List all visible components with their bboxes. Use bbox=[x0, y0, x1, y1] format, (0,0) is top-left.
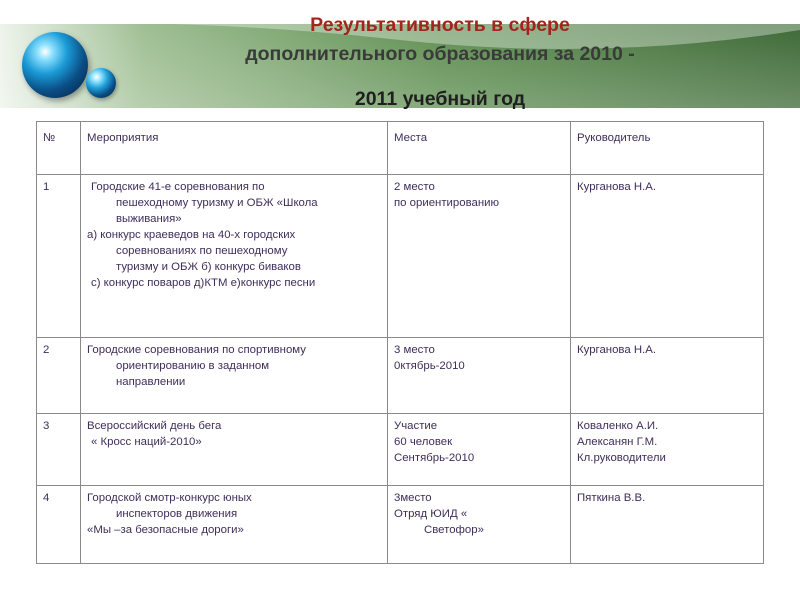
place-cell bbox=[388, 414, 571, 486]
place-line: по ориентированию bbox=[394, 197, 500, 209]
row-number: 3 bbox=[37, 414, 81, 486]
place-line: Участие bbox=[394, 420, 438, 432]
row-number: 4 bbox=[37, 486, 81, 564]
header-number: № bbox=[37, 122, 81, 175]
place-cell bbox=[388, 175, 571, 338]
row-number: 1 bbox=[37, 175, 81, 338]
event-line: Городские 41-е соревнования по bbox=[91, 181, 265, 193]
event-line: направлении bbox=[116, 376, 186, 388]
event-cell bbox=[81, 175, 388, 338]
table-row bbox=[37, 486, 764, 564]
place-line: Светофор» bbox=[424, 524, 484, 536]
event-line: «Мы –за безопасные дороги» bbox=[87, 524, 244, 536]
event-line: ориентированию в заданном bbox=[116, 360, 270, 372]
place-line: 2 место bbox=[394, 181, 435, 193]
title-line-3: 2011 учебный год bbox=[354, 88, 526, 110]
leader-line: Пяткина В.В. bbox=[577, 492, 646, 504]
event-cell bbox=[81, 414, 388, 486]
leader-line: Алексанян Г.М. bbox=[577, 436, 658, 448]
event-line: « Кросс наций-2010» bbox=[91, 436, 202, 448]
event-line: Городской смотр-конкурс юных bbox=[87, 492, 252, 504]
leader-cell bbox=[571, 338, 764, 414]
event-line: а) конкурс краеведов на 40-х городских bbox=[87, 229, 296, 241]
row-number: 2 bbox=[37, 338, 81, 414]
event-cell bbox=[81, 338, 388, 414]
event-line: выживания» bbox=[116, 213, 182, 225]
place-line: Отряд ЮИД « bbox=[394, 508, 468, 520]
event-line: Городские соревнования по спортивному bbox=[87, 344, 306, 356]
leader-cell bbox=[571, 175, 764, 338]
leader-line: Коваленко А.И. bbox=[577, 420, 659, 432]
leader-line: Кл.руководители bbox=[577, 452, 666, 464]
place-line: Сентябрь-2010 bbox=[394, 452, 475, 464]
place-cell bbox=[388, 338, 571, 414]
glass-orb-small-icon bbox=[86, 68, 116, 98]
title-line-2: дополнительного образования за 2010 - bbox=[245, 43, 635, 65]
leader-line: Курганова Н.А. bbox=[577, 181, 656, 193]
table-header-row bbox=[37, 122, 764, 175]
event-line: с) конкурс поваров д)КТМ е)конкурс песни bbox=[91, 277, 316, 289]
place-line: 0ктябрь-2010 bbox=[394, 360, 465, 372]
event-cell bbox=[81, 486, 388, 564]
event-line: Всероссийский день бега bbox=[87, 420, 222, 432]
place-cell bbox=[388, 486, 571, 564]
event-line: пешеходному туризму и ОБЖ «Школа bbox=[116, 197, 318, 209]
place-line: 3 место bbox=[394, 344, 435, 356]
results-table bbox=[36, 121, 764, 564]
event-line: соревнованиях по пешеходному bbox=[116, 245, 288, 257]
header-places: Места bbox=[388, 122, 571, 175]
place-line: 3место bbox=[394, 492, 432, 504]
title-line-1: Результативность в сфере bbox=[310, 14, 570, 36]
table-row bbox=[37, 338, 764, 414]
table-row bbox=[37, 175, 764, 338]
leader-cell bbox=[571, 414, 764, 486]
header-leader: Руководитель bbox=[571, 122, 764, 175]
leader-cell bbox=[571, 486, 764, 564]
leader-line: Курганова Н.А. bbox=[577, 344, 656, 356]
glass-orb-large-icon bbox=[22, 32, 88, 98]
table-row bbox=[37, 414, 764, 486]
place-line: 60 человек bbox=[394, 436, 453, 448]
header-events: Мероприятия bbox=[81, 122, 388, 175]
page-title bbox=[150, 11, 730, 114]
event-line: туризму и ОБЖ б) конкурс биваков bbox=[116, 261, 301, 273]
event-line: инспекторов движения bbox=[116, 508, 238, 520]
